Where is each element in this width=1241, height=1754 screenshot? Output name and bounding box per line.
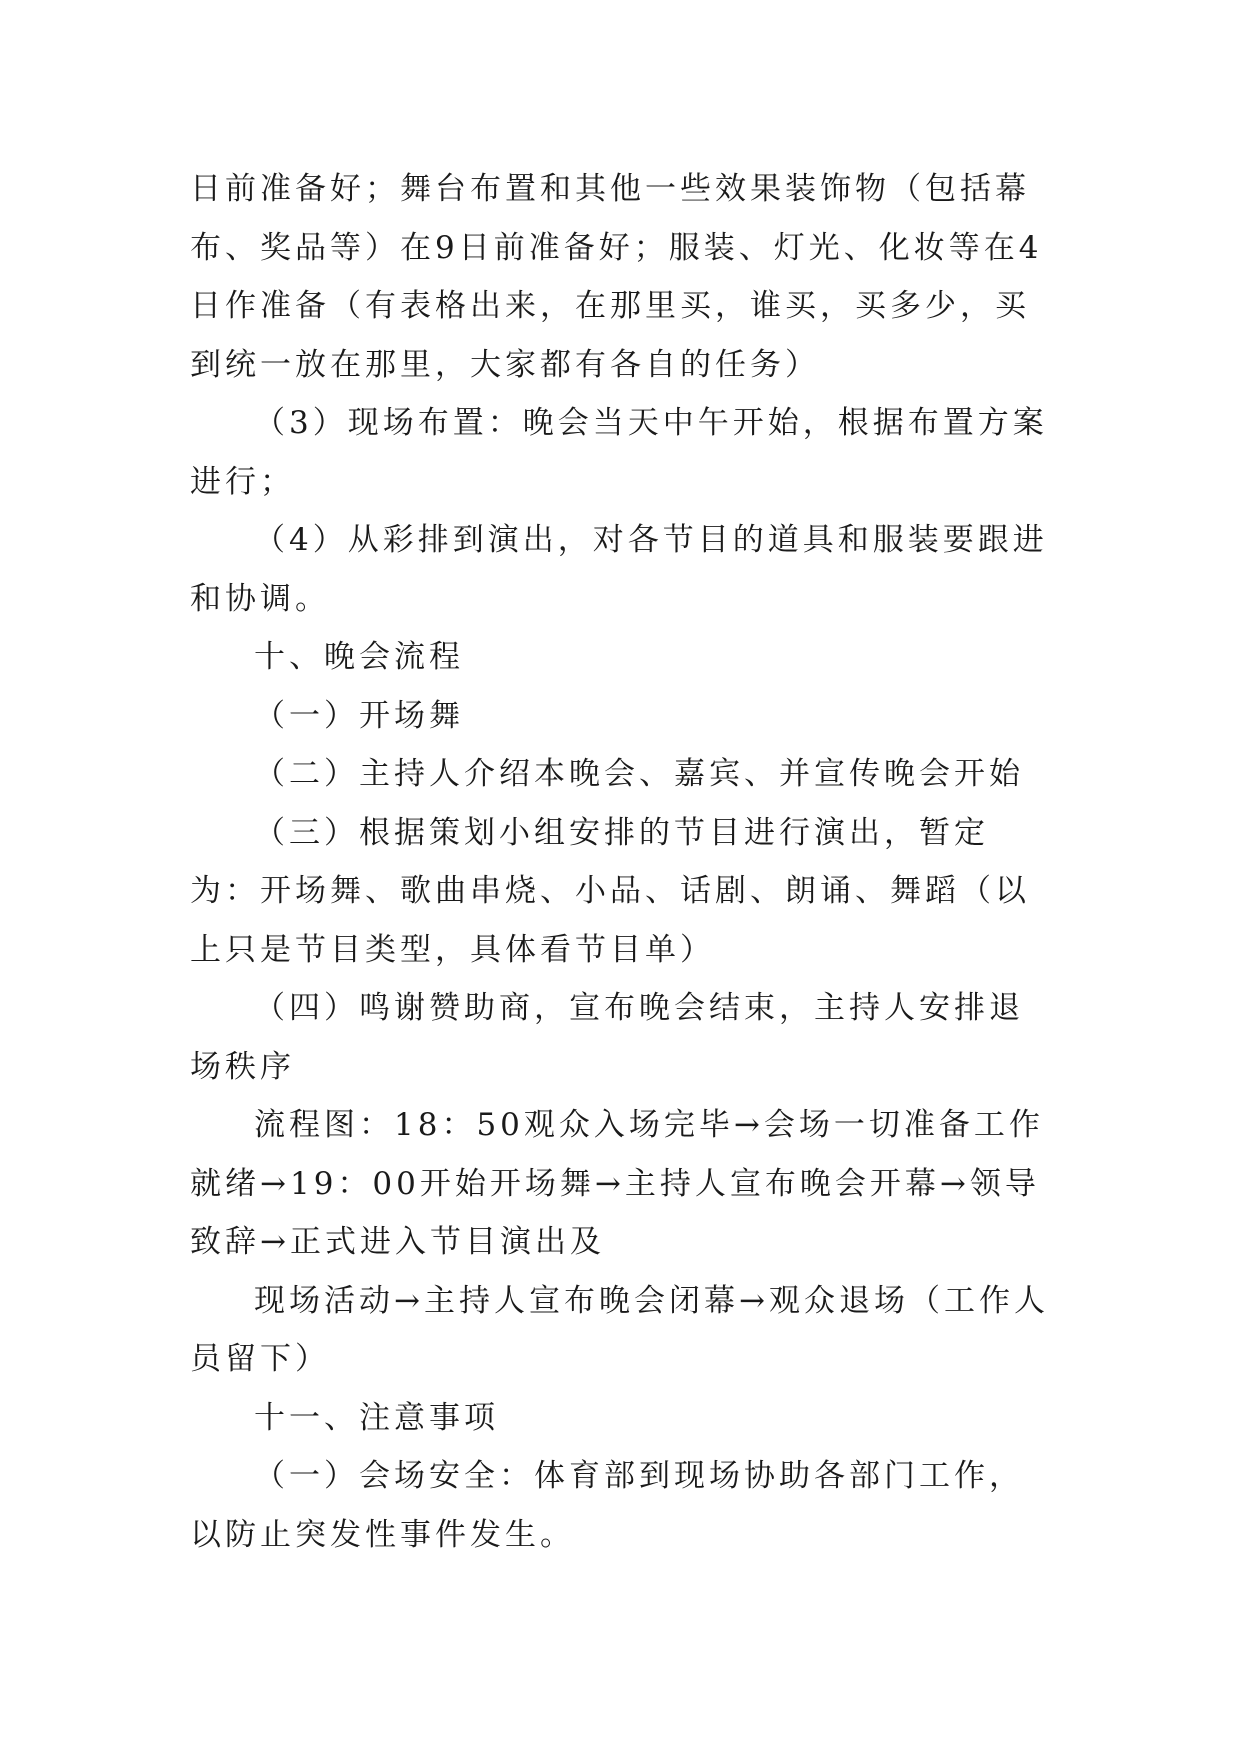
list-item-performances: （三）根据策划小组安排的节目进行演出，暂定为：开场舞、歌曲串烧、小品、话剧、朗诵、舞蹈（以上只是节目类型，具体看节目单） — [190, 814, 1030, 968]
paragraph-preparation-schedule: 日前准备好；舞台布置和其他一些效果装饰物（包括幕布、奖品等）在9日前准备好；服装、灯光、化妆等在4日作准备（有表格出来，在那里买，谁买，买多少，买到统一放在那里，大家都有各自的任务） — [190, 171, 1043, 383]
paragraph-flowchart-part-1: 流程图：18：50观众入场完毕→会场一切准备工作就绪→19：00开始开场舞→主持人宣布晚会开幕→领导致辞→正式进入节目演出及 — [190, 1107, 1044, 1260]
paragraph-rehearsal-coordination: （4）从彩排到演出，对各节目的道具和服装要跟进和协调。 — [190, 522, 1048, 617]
document-body — [190, 160, 1050, 1564]
section-heading-program-flow: 十、晚会流程 — [254, 639, 464, 675]
list-item-host-introduction: （二）主持人介绍本晚会、嘉宾、并宣传晚会开始 — [254, 756, 1024, 792]
section-heading-notes: 十一、注意事项 — [254, 1399, 499, 1436]
paragraph-flowchart-part-2: 现场活动→主持人宣布晚会闭幕→观众退场（工作人员留下） — [190, 1282, 1049, 1377]
paragraph-venue-setup: （3）现场布置：晚会当天中午开始，根据布置方案进行； — [190, 405, 1048, 500]
list-item-venue-safety: （一）会场安全：体育部到现场协助各部门工作，以防止突发性事件发生。 — [190, 1458, 1024, 1553]
list-item-opening-dance: （一）开场舞 — [254, 697, 464, 734]
list-item-closing: （四）鸣谢赞助商，宣布晚会结束，主持人安排退场秩序 — [190, 990, 1024, 1085]
